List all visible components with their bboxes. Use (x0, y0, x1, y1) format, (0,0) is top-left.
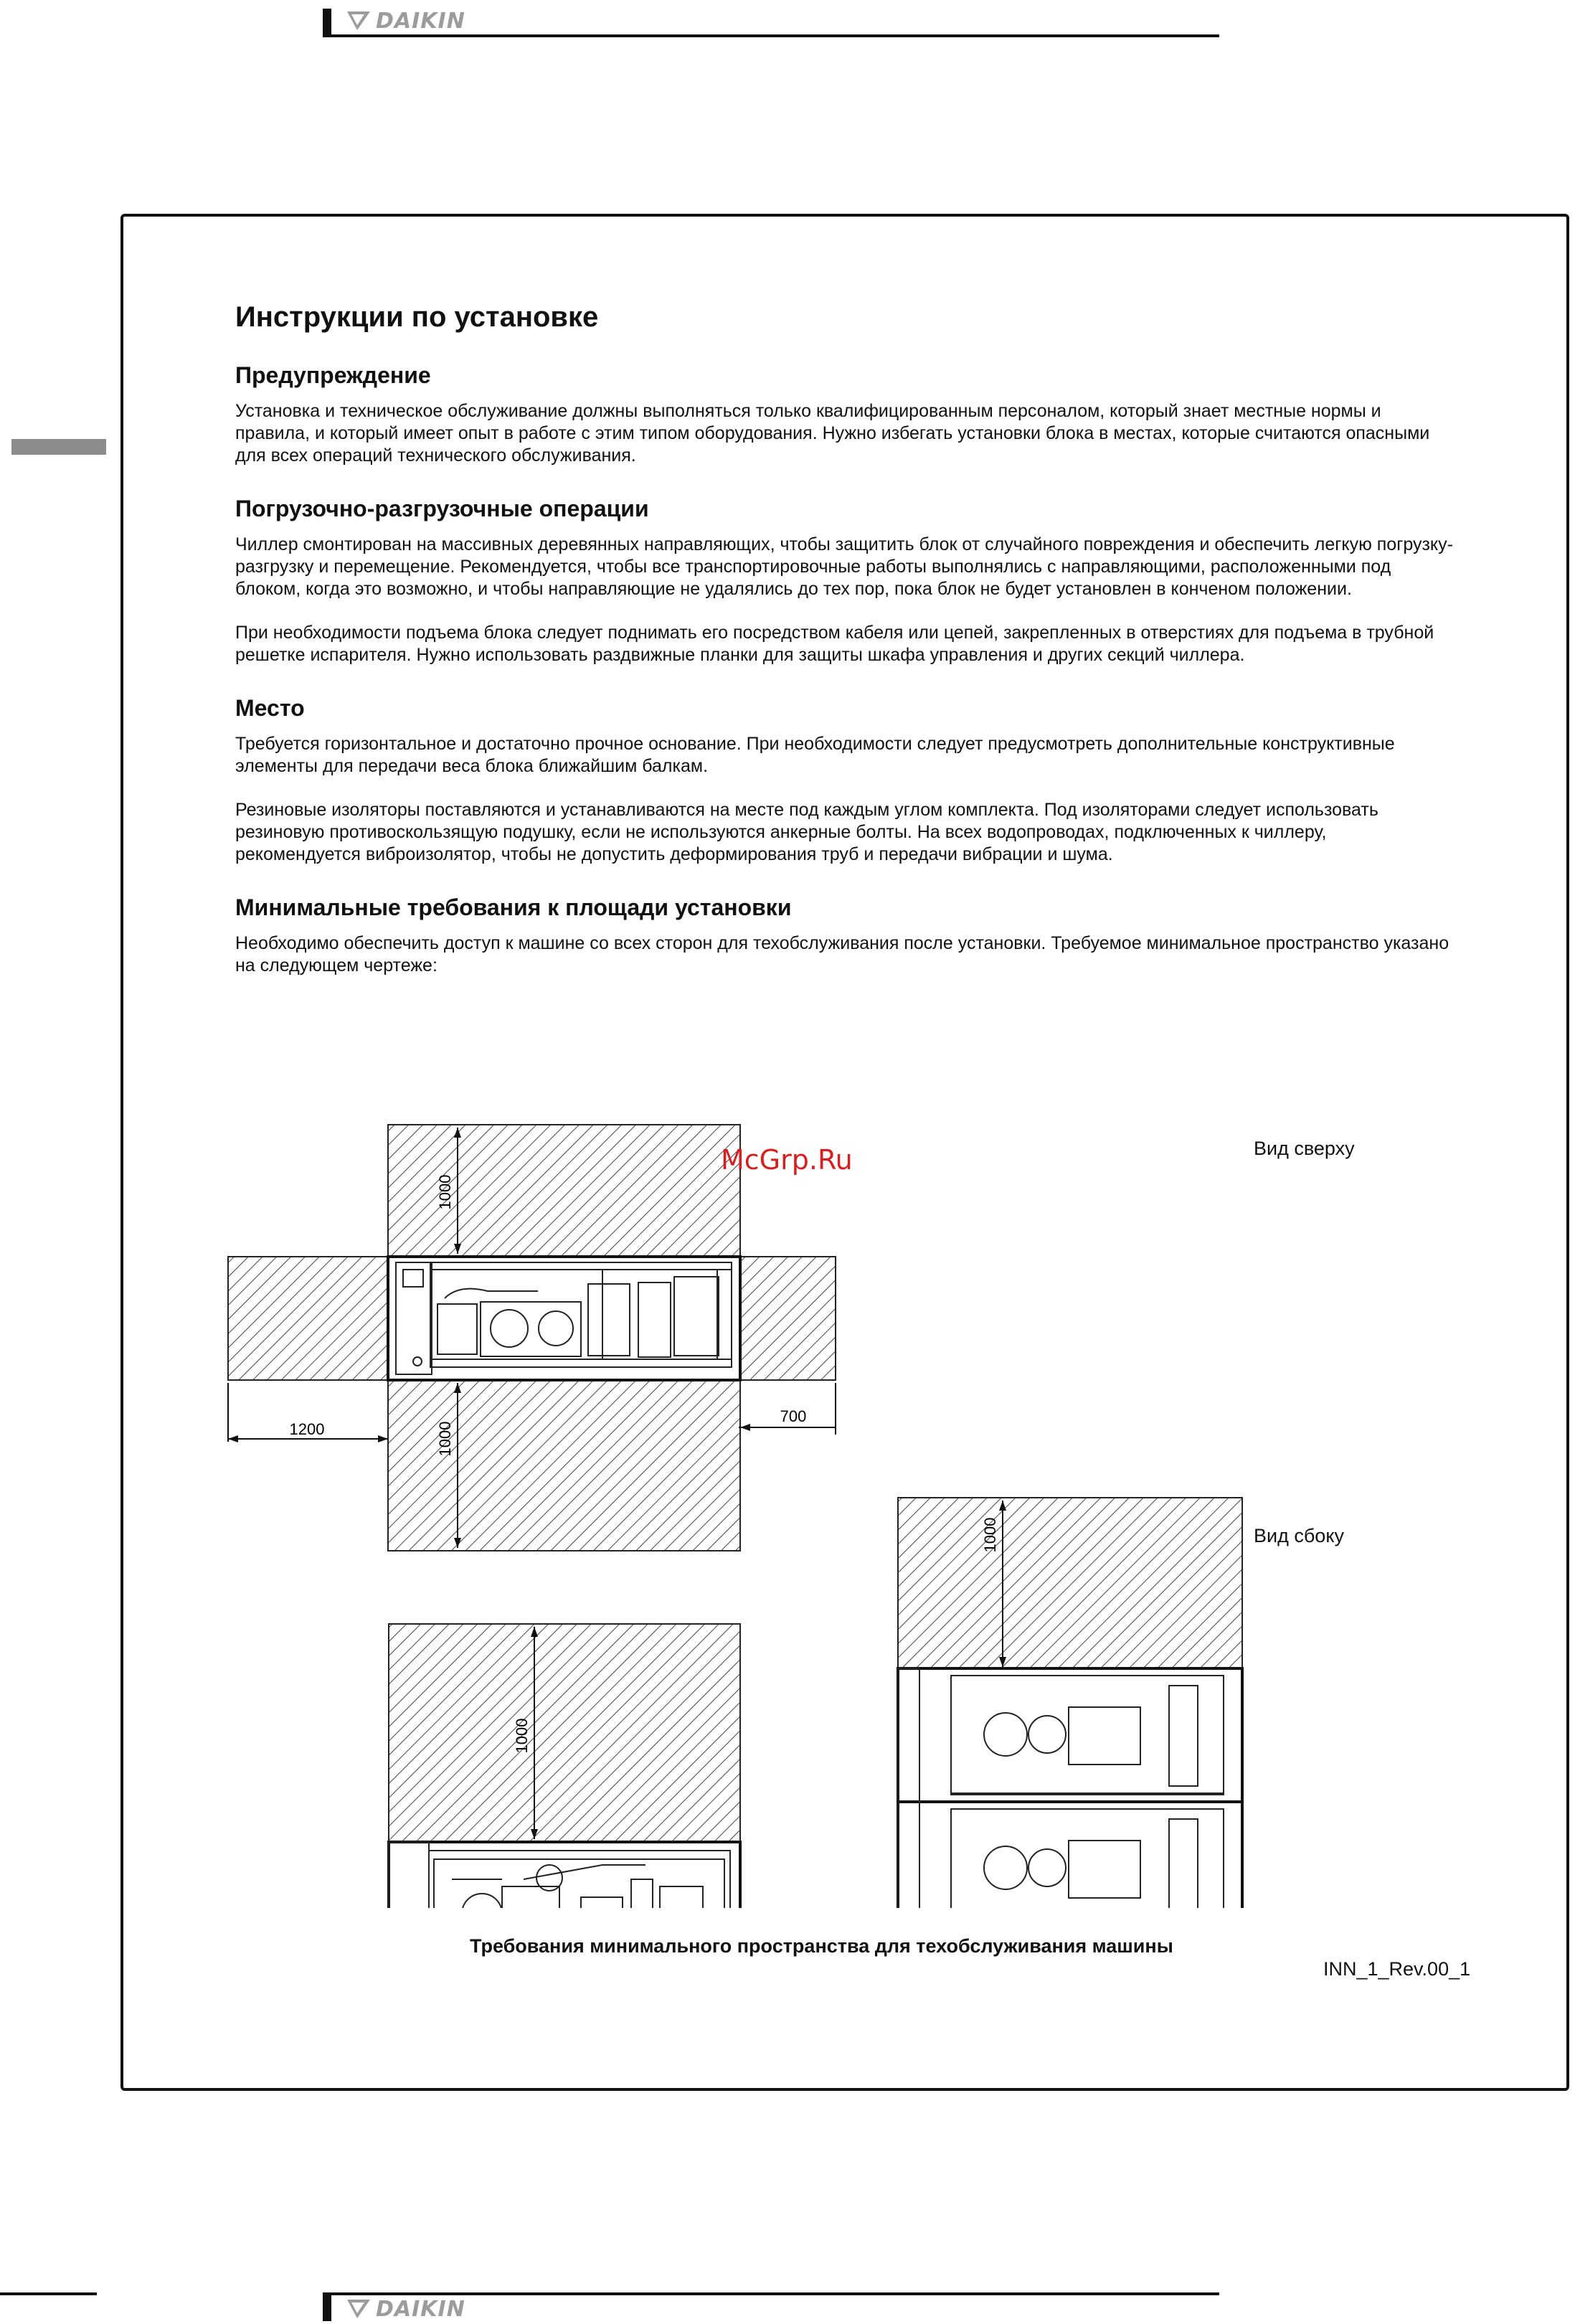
daikin-logo-text: DAIKIN (376, 2296, 465, 2322)
side-view-diagram (898, 1498, 1242, 1908)
daikin-logo (344, 2297, 465, 2321)
page-title: Инструкции по установке (235, 301, 599, 333)
dimension-label: 1000 (513, 1718, 531, 1754)
daikin-logo (344, 9, 465, 33)
dimension-right (739, 1383, 836, 1435)
clearance-zone-right (739, 1257, 836, 1380)
section-paragraph: Требуется горизонтальное и достаточно прочное основание. При необходимости следует предусмотреть дополнительные конструктивные элементы для передачи веса блока ближайшим балкам. (235, 734, 1395, 776)
footer-left-rule (0, 2292, 97, 2295)
side-view-label: Вид сбоку (1254, 1525, 1344, 1546)
page-header (323, 9, 1219, 37)
chiller-unit-top (388, 1257, 740, 1380)
dimension-label: 1200 (289, 1420, 325, 1438)
chiller-unit-side-upper (898, 1668, 1242, 1802)
dimension-label: 1000 (436, 1421, 454, 1457)
header-bar (323, 9, 331, 37)
watermark: McGrp.Ru (721, 1144, 853, 1176)
top-view-diagram (228, 1125, 836, 1551)
chiller-unit-side-lower (898, 1802, 1242, 1908)
dimension-left (228, 1383, 388, 1442)
clearance-zone-left (228, 1257, 389, 1380)
dimension-label: 1000 (981, 1517, 999, 1553)
clearance-zone-front (389, 1624, 740, 1843)
side-tab (11, 439, 106, 455)
figure-caption: Требования минимального пространства для техобслуживания машины (470, 1935, 1173, 1957)
section-heading-warning: Предупреждение (235, 362, 431, 388)
section-paragraph: Установка и техническое обслуживание должны выполняться только квалифицированным персоналом, который знает местные нормы и правила, и который имеет опыт в работе с этим типом оборудования. Нужно избегать установки блока в местах, которые считаются опасными для всех операций технического обслуживания. (235, 401, 1430, 466)
top-view-label: Вид сверху (1254, 1138, 1355, 1159)
dimension-label: 1000 (436, 1174, 454, 1210)
section-heading-handling: Погрузочно-разгрузочные операции (235, 496, 649, 521)
clearance-drawings (215, 1119, 1492, 1908)
section-paragraph: Чиллер смонтирован на массивных деревянных направляющих, чтобы защитить блок от случайного повреждения и обеспечить легкую погрузку-разгрузку и перемещение. Рекомендуется, чтобы все транспортировочные работы выполнялись с направляющими, расположенными под блоком, когда это возможно, и чтобы направляющие не удалялись до тех пор, пока блок не будет установлен в конченом положении. (235, 534, 1453, 599)
page-footer (323, 2292, 1219, 2321)
section-paragraph: Необходимо обеспечить доступ к машине со всех сторон для техобслуживания после установки. Требуемое минимальное пространство указано на следующем чертеже: (235, 933, 1449, 976)
daikin-logo-icon (344, 10, 372, 32)
section-paragraph: При необходимости подъема блока следует поднимать его посредством кабеля или цепей, закрепленных в отверстиях для подъема в трубной решетке испарителя. Нужно использовать раздвижные планки для защиты шкафа управления и других секций чиллера. (235, 623, 1434, 665)
document-body (235, 301, 1455, 998)
footer-rule (323, 2292, 1219, 2295)
footer-bar (323, 2292, 331, 2321)
header-rule (323, 34, 1219, 37)
section-paragraph: Резиновые изоляторы поставляются и устанавливаются на месте под каждым углом комплекта. Под изоляторами следует использовать резиновую противоскользящую подушку, если не используются анкерные болты. На всех водопроводах, подключенных к чиллеру, рекомендуется виброизолятор, чтобы не допустить деформирования труб и передачи вибрации и шума. (235, 800, 1378, 864)
daikin-logo-text: DAIKIN (376, 8, 465, 34)
section-heading-location: Место (235, 695, 305, 721)
clearance-zone-bottom (388, 1379, 740, 1551)
chiller-unit-front (389, 1842, 740, 1908)
clearance-zone-side (898, 1498, 1242, 1670)
section-heading-clearance: Минимальные требования к площади установки (235, 894, 792, 920)
dimension-label: 700 (780, 1407, 807, 1425)
figure-code: INN_1_Rev.00_1 (1323, 1958, 1471, 1980)
daikin-logo-icon (344, 2298, 372, 2320)
front-view-diagram (389, 1624, 740, 1908)
